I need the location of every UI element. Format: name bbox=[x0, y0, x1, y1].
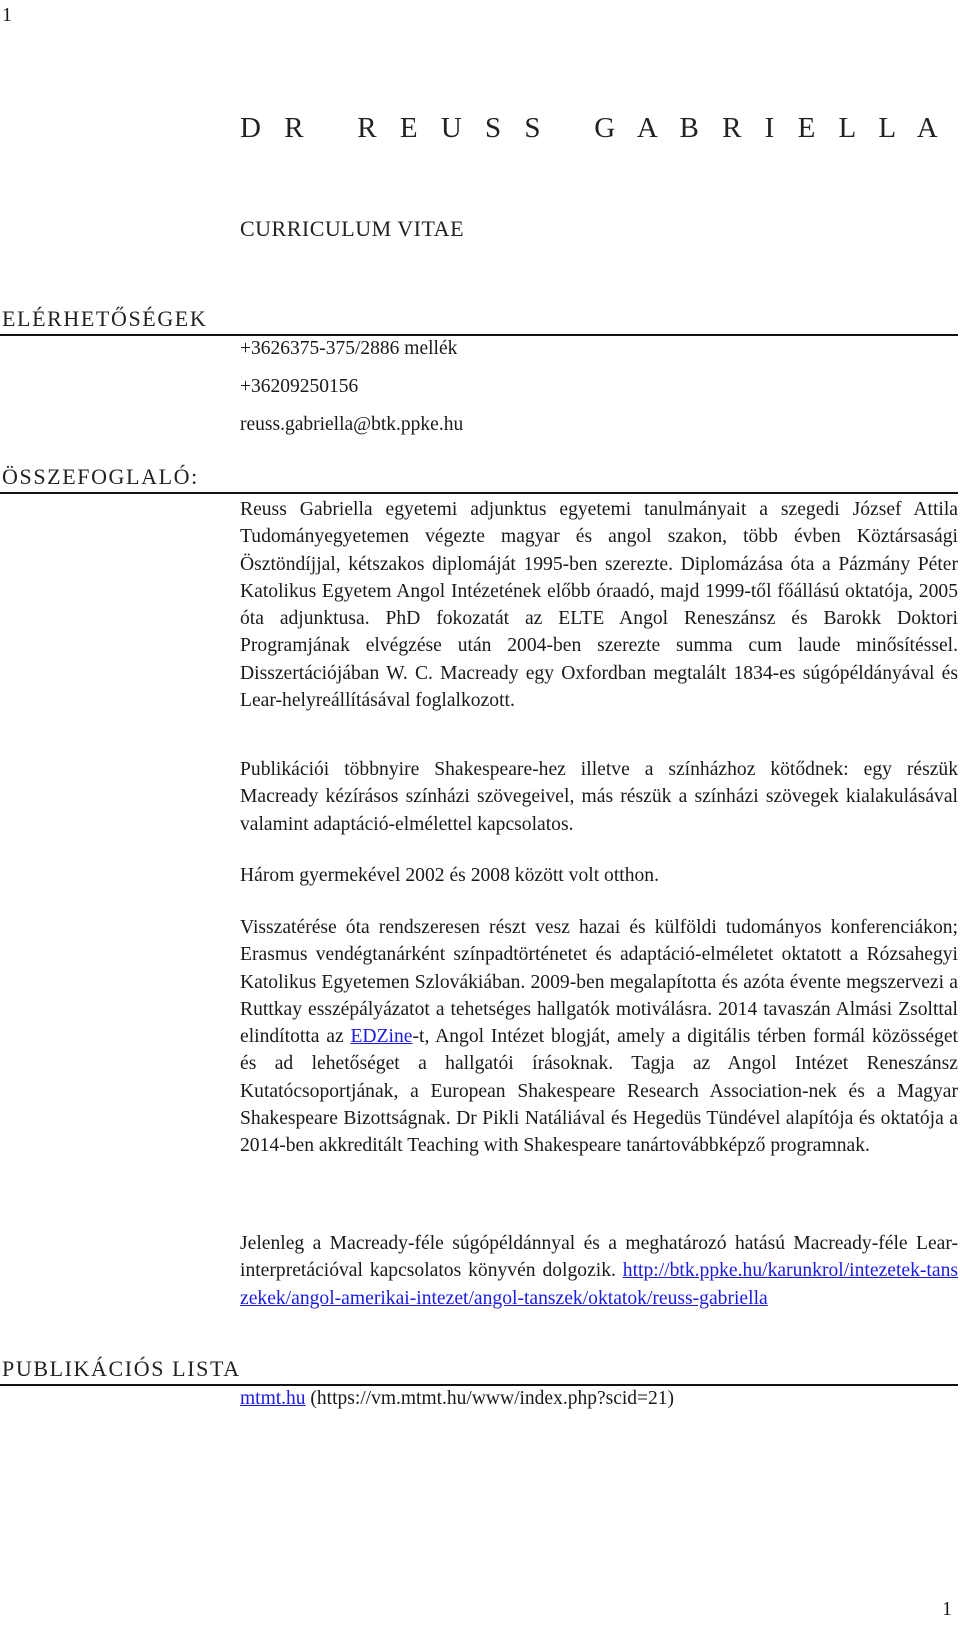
edzine-link[interactable]: EDZine bbox=[350, 1026, 413, 1048]
person-name: D R R E U S S G A B R I E L L A bbox=[240, 112, 946, 144]
phone-mobile: +36209250156 bbox=[240, 376, 359, 397]
mtmt-url-text: (https://vm.mtmt.hu/www/index.php?scid=21) bbox=[305, 1388, 675, 1409]
section-divider bbox=[0, 492, 958, 494]
email: reuss.gabriella@btk.ppke.hu bbox=[240, 414, 464, 435]
current-work-text: Jelenleg a Macready-féle súgópéldánnyal és a meghatározó hatású Macready-féle Lear-interpretációval kapcsolatos könyvén dolgozik. bbox=[240, 1233, 958, 1282]
document-title: CURRICULUM VITAE bbox=[240, 216, 465, 241]
summary-paragraph-family: Három gyermekével 2002 és 2008 között volt otthon. bbox=[240, 865, 660, 886]
profile-link[interactable]: http://btk.ppke.hu/karunkrol/intezetek-tanszekek/angol-amerikai-intezet/angol-tanszek/oktatok/reuss-gabriella bbox=[240, 1260, 958, 1309]
page-number-bottom: 1 bbox=[942, 1598, 952, 1620]
publications-entry bbox=[240, 1388, 674, 1410]
summary-paragraph-education: Reuss Gabriella egyetemi adjunktus egyetemi tanulmányait a szegedi József Attila Tudományegyetemen végezte magyar és angol szakon, több évben Köztársasági Ösztöndíjjal, kétszakos diplomáját 1995-ben szerezte. Diplomázása óta a Pázmány Péter Katolikus Egyetem Angol Intézetének előbb óraadó, majd 1999-től főállású oktatója, 2005 óta adjunktusa. PhD fokozatát az ELTE Angol Reneszánsz és Barokk Doktori Programjának elvégzése után 2004-ben szerezte summa cum laude minősítéssel. Disszertációjában W. C. Macready egy Oxfordban megtalált 1834-es súgópéldányával és Lear-helyreállításával foglalkozott. bbox=[240, 499, 958, 712]
phone-office: +3626375-375/2886 mellék bbox=[240, 338, 458, 359]
page-number-top: 1 bbox=[2, 4, 12, 26]
summary-paragraph-publications: Publikációi többnyire Shakespeare-hez illetve a színházhoz kötődnek: egy részük Macready kézírásos színházi szövegeivel, más részük a színházi szövegek kialakulásával valamint adaptáció-elmélettel kapcsolatos. bbox=[240, 759, 958, 835]
contacts-heading: ELÉRHETŐSÉGEK bbox=[2, 306, 208, 331]
summary-paragraph-current-work bbox=[240, 1230, 958, 1312]
mtmt-link[interactable]: mtmt.hu bbox=[240, 1388, 306, 1409]
summary-paragraph-activities bbox=[240, 914, 958, 1160]
activities-text-start: Visszatérése óta rendszeresen részt vesz hazai és külföldi tudományos konferenciákon; Erasmus vendégtanárként színpadtörténetet és adaptáció-elméletet oktatott a Rózsahegyi Katolikus Egyetemen Szlovákiában. 2009-ben megalapította és azóta évente megszervezi a Ruttkay esszépályázatot a tehetséges hallgatók motiválásra. 2014 tavaszán Almási Zsolttal elindította az bbox=[240, 917, 958, 1048]
section-divider bbox=[0, 1384, 958, 1386]
section-divider bbox=[0, 334, 958, 336]
summary-heading: ÖSSZEFOGLALÓ: bbox=[2, 464, 199, 489]
activities-text-end: -t, Angol Intézet blogját, amely a digitális térben formál közösséget és ad lehetőséget a hallgatói írásoknak. Tagja az Angol Intézet Reneszánsz Kutatócsoportjának, a European Shakespeare Research Association-nek és a Magyar Shakespeare Bizottságnak. Dr Pikli Natáliával és Hegedüs Tündével alapítója és oktatója a 2014-ben akkreditált Teaching with Shakespeare tanártovábbképző programnak. bbox=[240, 1026, 958, 1157]
publications-heading: PUBLIKÁCIÓS LISTA bbox=[2, 1356, 241, 1381]
